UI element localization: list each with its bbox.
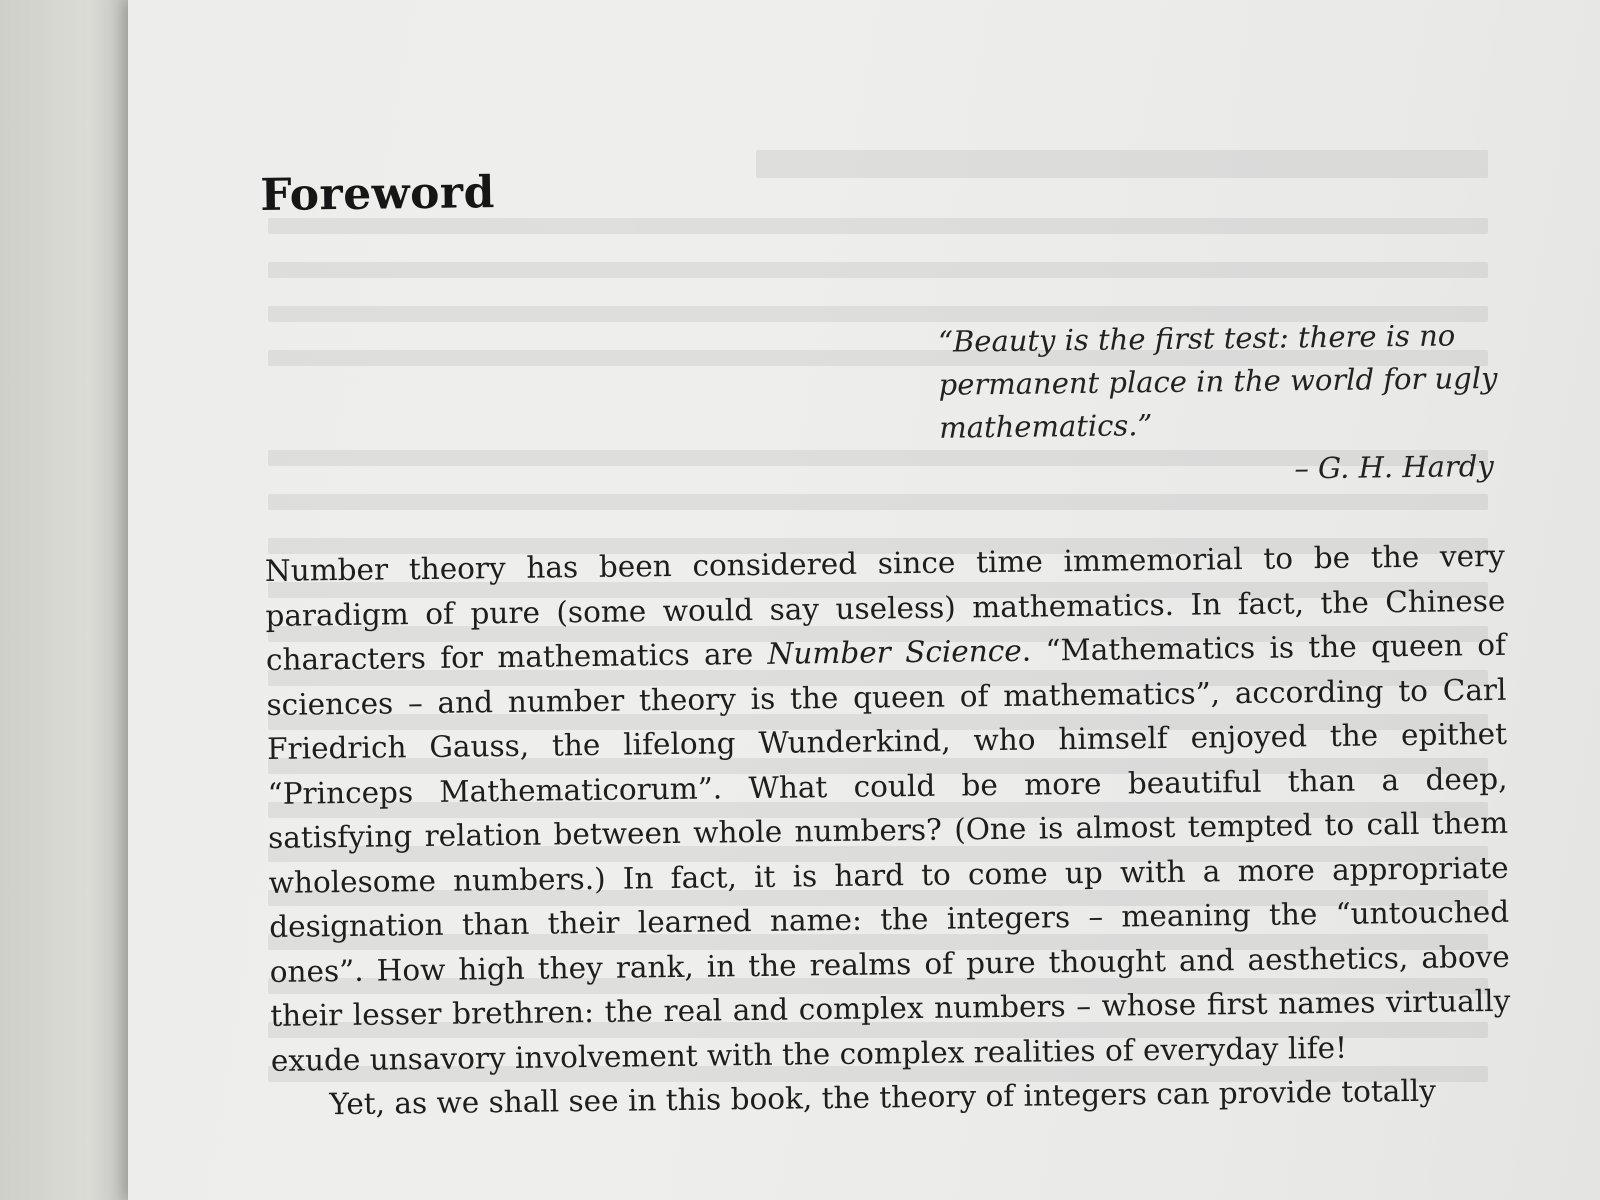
paragraph-1-part-1: Number theory has been considered since time immemorial to be the very paradigm of pure (some would say useless) mathematics. In fact, the Chinese characters for mathematics are: [264, 538, 1506, 677]
paragraph-1-part-2: . “Mathematics is the queen of sciences – and number theory is the queen of mathematics”, according to Carl Friedrich Gauss, the lifelong Wunderkind, who himself enjoyed the epithet “Princeps Mathematicorum”. What could be more beautiful than a deep, satisfying relation between whole numbers? (One is almost tempted to call them wholesome numbers.) In fact, it is hard to come up with a more appropriate designation than their learned name: the integers – meaning the “untouched ones”. How high they rank, in the realms of pure thought and aesthetics, above their lesser brethren: the real and complex numbers – whose first names virtually exude unsavory involvement with the complex realities of everyday life!: [266, 627, 1511, 1078]
paragraph-1: [265, 534, 1511, 1083]
epigraph-attribution: – G. H. Hardy: [1294, 448, 1494, 486]
page-content: [260, 155, 1512, 1128]
number-science-emphasis: Number Science: [767, 633, 1022, 671]
chapter-heading: Foreword: [260, 167, 496, 221]
epigraph: [938, 314, 1500, 495]
paragraph-2: Yet, as we shall see in this book, the theory of integers can provide totally: [329, 1073, 1437, 1122]
left-page-edge: [0, 0, 128, 1200]
body-text: [265, 534, 1512, 1128]
book-page: [128, 0, 1600, 1200]
epigraph-quote: “Beauty is the first test: there is no permanent place in the world for ugly mathematics.”: [937, 318, 1498, 445]
